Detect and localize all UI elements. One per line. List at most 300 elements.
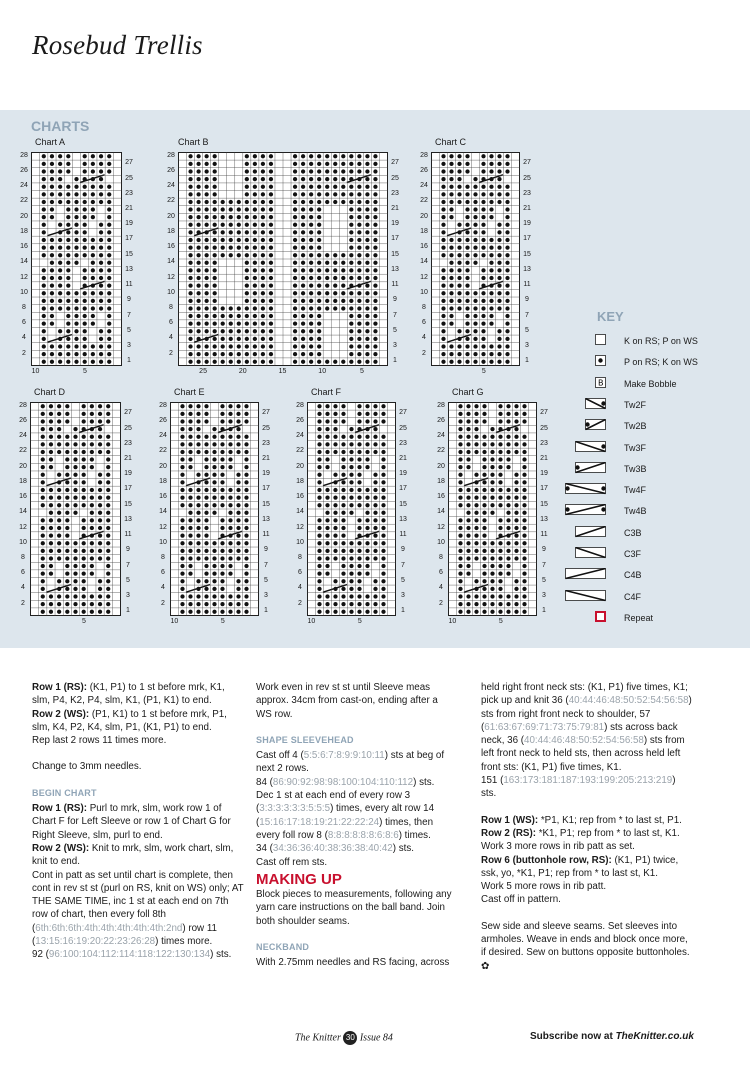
purl-stitch — [106, 473, 110, 477]
purl-stitch — [317, 412, 321, 416]
subscribe-link[interactable]: TheKnitter.co.uk — [615, 1031, 694, 1042]
column-number: 5 — [498, 618, 503, 625]
purl-stitch — [482, 450, 486, 454]
purl-stitch — [236, 533, 240, 537]
purl-stitch — [293, 177, 297, 181]
purl-stitch — [244, 602, 248, 606]
row-number: 15 — [124, 500, 132, 508]
purl-stitch — [482, 587, 486, 591]
purl-stitch — [441, 276, 445, 280]
purl-stitch — [49, 488, 53, 492]
purl-stitch — [482, 572, 486, 576]
row-number: 3 — [542, 591, 546, 599]
purl-stitch — [489, 253, 493, 257]
purl-stitch — [99, 360, 103, 364]
purl-stitch — [341, 412, 345, 416]
purl-stitch — [498, 526, 502, 530]
purl-stitch — [457, 276, 461, 280]
purl-stitch — [365, 503, 369, 507]
purl-stitch — [82, 602, 86, 606]
purl-stitch — [449, 360, 453, 364]
purl-stitch — [481, 291, 485, 295]
purl-stitch — [497, 344, 501, 348]
purl-stitch — [349, 215, 353, 219]
purl-stitch — [82, 594, 86, 598]
purl-stitch — [341, 480, 345, 484]
purl-stitch — [42, 154, 46, 158]
purl-stitch — [196, 556, 200, 560]
purl-stitch — [188, 169, 192, 173]
purl-stitch — [107, 337, 111, 341]
purl-stitch — [41, 473, 45, 477]
purl-stitch — [458, 404, 462, 408]
purl-stitch — [381, 511, 385, 515]
purl-stitch — [196, 215, 200, 219]
purl-stitch — [229, 230, 233, 234]
purl-stitch — [196, 291, 200, 295]
purl-stitch — [522, 556, 526, 560]
row-number: 28 — [437, 401, 445, 409]
purl-stitch — [65, 572, 69, 576]
purl-stitch — [180, 465, 184, 469]
purl-stitch — [357, 169, 361, 173]
purl-stitch — [457, 299, 461, 303]
purl-stitch — [441, 185, 445, 189]
purl-stitch — [309, 360, 313, 364]
purl-stitch — [349, 253, 353, 257]
purl-stitch — [57, 541, 61, 545]
purl-stitch — [49, 419, 53, 423]
purl-stitch — [505, 207, 509, 211]
purl-stitch — [325, 556, 329, 560]
key-label: Repeat — [624, 612, 654, 623]
purl-stitch — [58, 291, 62, 295]
cont-text: Cont in patt as set until chart is complete, then cont in rev st st (purl on RS, knit on WS) only; AT THE SAME TIME, inc 1 st at each end on 7th row of chart, then every foll 8th (6th:6th:6th:4th:4th:4th:4th:4th:2nd) row 11 (13:15:16:19:20:22:23:26:28) times more. — [32, 869, 244, 948]
purl-stitch — [65, 533, 69, 537]
purl-stitch — [293, 306, 297, 310]
purl-stitch — [91, 253, 95, 257]
purl-stitch — [365, 291, 369, 295]
purl-stitch — [333, 404, 337, 408]
purl-stitch — [506, 404, 510, 408]
purl-stitch — [244, 587, 248, 591]
purl-stitch — [49, 412, 53, 416]
row-number: 7 — [126, 561, 130, 569]
purl-stitch — [473, 299, 477, 303]
purl-stitch — [457, 344, 461, 348]
purl-stitch — [245, 360, 249, 364]
purl-stitch — [449, 154, 453, 158]
purl-stitch — [212, 465, 216, 469]
purl-stitch — [473, 344, 477, 348]
purl-stitch — [333, 549, 337, 553]
purl-stitch — [244, 541, 248, 545]
purl-stitch — [458, 480, 462, 484]
purl-stitch — [205, 238, 209, 242]
row-number: 9 — [542, 546, 546, 554]
purl-stitch — [481, 337, 485, 341]
row-number: 7 — [127, 311, 131, 319]
purl-stitch — [473, 322, 477, 326]
purl-stitch — [236, 427, 240, 431]
purl-stitch — [269, 360, 273, 364]
row-number: 23 — [523, 189, 531, 197]
purl-stitch — [98, 488, 102, 492]
purl-stitch — [269, 283, 273, 287]
purl-stitch — [381, 610, 385, 614]
purl-stitch — [245, 223, 249, 227]
purl-stitch — [497, 299, 501, 303]
purl-stitch — [66, 337, 70, 341]
purl-stitch — [83, 169, 87, 173]
purl-stitch — [50, 177, 54, 181]
purl-stitch — [65, 457, 69, 461]
purl-stitch — [91, 162, 95, 166]
purl-stitch — [490, 541, 494, 545]
key-item-tw2b — [565, 419, 745, 437]
purl-stitch — [381, 404, 385, 408]
purl-stitch — [98, 419, 102, 423]
purl-stitch — [357, 435, 361, 439]
purl-stitch — [293, 223, 297, 227]
purl-stitch — [253, 261, 257, 265]
row-number: 6 — [22, 319, 26, 327]
purl-stitch — [57, 412, 61, 416]
purl-stitch — [83, 185, 87, 189]
purl-stitch — [365, 572, 369, 576]
end-mark-icon: ✿ — [481, 960, 490, 972]
purl-stitch — [58, 192, 62, 196]
purl-stitch — [41, 610, 45, 614]
purl-stitch — [83, 314, 87, 318]
purl-stitch — [228, 564, 232, 568]
purl-stitch — [457, 306, 461, 310]
purl-stitch — [349, 238, 353, 242]
purl-stitch — [188, 352, 192, 356]
purl-stitch — [196, 473, 200, 477]
purl-stitch — [269, 177, 273, 181]
purl-stitch — [261, 177, 265, 181]
purl-stitch — [236, 579, 240, 583]
row-number: 2 — [22, 349, 26, 357]
purl-stitch — [373, 306, 377, 310]
purl-stitch — [245, 192, 249, 196]
purl-stitch — [309, 322, 313, 326]
text-column-3 — [481, 681, 693, 986]
purl-stitch — [204, 480, 208, 484]
purl-stitch — [229, 306, 233, 310]
purl-stitch — [50, 215, 54, 219]
purl-stitch — [474, 549, 478, 553]
purl-stitch — [253, 276, 257, 280]
purl-stitch — [373, 268, 377, 272]
purl-stitch — [245, 261, 249, 265]
purl-stitch — [244, 572, 248, 576]
purl-stitch — [98, 473, 102, 477]
row-number: 6 — [422, 319, 426, 327]
purl-stitch — [106, 594, 110, 598]
purl-stitch — [498, 457, 502, 461]
purl-stitch — [333, 556, 337, 560]
purl-stitch — [220, 549, 224, 553]
row1-text: (K1, P1) to 1 st before mrk, K1, slm, P4, K2, P4, slm, K1, (P1, K1) to end. — [32, 682, 225, 707]
purl-stitch — [188, 602, 192, 606]
purl-stitch — [57, 495, 61, 499]
purl-stitch — [465, 306, 469, 310]
key-item-tw2f — [565, 398, 745, 416]
purl-stitch — [245, 299, 249, 303]
purl-stitch — [91, 306, 95, 310]
purl-stitch — [325, 564, 329, 568]
row-number: 17 — [125, 235, 133, 243]
purl-stitch — [228, 549, 232, 553]
purl-stitch — [229, 314, 233, 318]
purl-stitch — [497, 154, 501, 158]
purl-stitch — [205, 314, 209, 318]
purl-stitch — [74, 238, 78, 242]
purl-stitch — [196, 511, 200, 515]
purl-stitch — [98, 579, 102, 583]
purl-stitch — [481, 238, 485, 242]
purl-stitch — [466, 518, 470, 522]
purl-stitch — [506, 511, 510, 515]
row-number: 15 — [262, 500, 270, 508]
purl-stitch — [309, 230, 313, 234]
purl-stitch — [65, 473, 69, 477]
purl-stitch — [349, 488, 353, 492]
purl-stitch — [466, 495, 470, 499]
purl-stitch — [505, 344, 509, 348]
purl-stitch — [466, 412, 470, 416]
purl-stitch — [465, 283, 469, 287]
purl-stitch — [333, 253, 337, 257]
purl-stitch — [74, 314, 78, 318]
purl-stitch — [66, 329, 70, 333]
purl-stitch — [449, 215, 453, 219]
purl-stitch — [83, 154, 87, 158]
purl-stitch — [99, 154, 103, 158]
row-number: 9 — [126, 546, 130, 554]
row-number: 26 — [437, 417, 445, 425]
purl-stitch — [98, 450, 102, 454]
purl-stitch — [236, 511, 240, 515]
purl-stitch — [317, 276, 321, 280]
row-number: 16 — [19, 493, 27, 501]
purl-stitch — [73, 503, 77, 507]
purl-stitch — [317, 442, 321, 446]
purl-stitch — [466, 526, 470, 530]
purl-stitch — [349, 465, 353, 469]
row-number: 11 — [124, 531, 132, 539]
purl-stitch — [98, 602, 102, 606]
purl-stitch — [373, 541, 377, 545]
purl-stitch — [41, 579, 45, 583]
purl-stitch — [237, 223, 241, 227]
purl-stitch — [301, 337, 305, 341]
purl-stitch — [498, 419, 502, 423]
purl-stitch — [229, 329, 233, 333]
purl-stitch — [220, 450, 224, 454]
row-number: 21 — [125, 205, 133, 213]
purl-stitch — [236, 495, 240, 499]
purl-stitch — [293, 207, 297, 211]
purl-stitch — [73, 427, 77, 431]
purl-stitch — [90, 549, 94, 553]
purl-stitch — [293, 314, 297, 318]
purl-stitch — [74, 215, 78, 219]
purl-stitch — [221, 253, 225, 257]
purl-stitch — [506, 503, 510, 507]
purl-stitch — [58, 245, 62, 249]
purl-stitch — [49, 427, 53, 431]
purl-stitch — [497, 169, 501, 173]
purl-stitch — [204, 526, 208, 530]
purl-stitch — [107, 245, 111, 249]
purl-stitch — [220, 594, 224, 598]
purl-stitch — [180, 541, 184, 545]
purl-stitch — [98, 511, 102, 515]
key-item-c3f — [565, 547, 745, 565]
purl-stitch — [269, 185, 273, 189]
row-number: 22 — [19, 447, 27, 455]
purl-stitch — [333, 541, 337, 545]
purl-stitch — [473, 329, 477, 333]
purl-stitch — [482, 457, 486, 461]
purl-stitch — [465, 268, 469, 272]
row-number: 3 — [126, 591, 130, 599]
purl-stitch — [58, 154, 62, 158]
row-number: 25 — [399, 424, 407, 432]
purl-stitch — [188, 207, 192, 211]
purl-stitch — [107, 223, 111, 227]
purl-stitch — [373, 337, 377, 341]
purl-stitch — [498, 564, 502, 568]
purl-stitch — [107, 344, 111, 348]
purl-stitch — [42, 238, 46, 242]
purl-stitch — [49, 404, 53, 408]
purl-stitch — [42, 360, 46, 364]
row-number: 1 — [127, 357, 131, 365]
purl-stitch — [498, 412, 502, 416]
purl-stitch — [333, 503, 337, 507]
purl-stitch — [66, 253, 70, 257]
cast-off-pattern: Cast off in pattern. — [481, 894, 561, 906]
purl-stitch — [66, 245, 70, 249]
purl-stitch — [373, 245, 377, 249]
purl-stitch — [91, 268, 95, 272]
purl-stitch — [333, 579, 337, 583]
purl-stitch — [205, 223, 209, 227]
purl-stitch — [341, 564, 345, 568]
purl-stitch — [261, 169, 265, 173]
purl-stitch — [106, 587, 110, 591]
row-number: 17 — [523, 235, 531, 243]
purl-stitch — [357, 360, 361, 364]
purl-stitch — [221, 238, 225, 242]
purl-stitch — [90, 518, 94, 522]
row-number: 24 — [159, 432, 167, 440]
purl-stitch — [489, 306, 493, 310]
purl-stitch — [457, 185, 461, 189]
purl-stitch — [301, 352, 305, 356]
purl-stitch — [66, 200, 70, 204]
purl-stitch — [42, 207, 46, 211]
purl-stitch — [221, 230, 225, 234]
purl-stitch — [196, 169, 200, 173]
purl-stitch — [317, 450, 321, 454]
purl-stitch — [66, 185, 70, 189]
purl-stitch — [253, 169, 257, 173]
purl-stitch — [188, 404, 192, 408]
purl-stitch — [309, 238, 313, 242]
purl-stitch — [188, 495, 192, 499]
purl-stitch — [253, 291, 257, 295]
purl-stitch — [196, 610, 200, 614]
footer-subscribe — [530, 1031, 694, 1042]
purl-stitch — [65, 511, 69, 515]
purl-stitch — [253, 253, 257, 257]
purl-stitch — [481, 192, 485, 196]
purl-stitch — [458, 488, 462, 492]
purl-stitch — [42, 337, 46, 341]
purl-stitch — [244, 594, 248, 598]
row-number: 4 — [439, 584, 443, 592]
purl-stitch — [221, 215, 225, 219]
row-number: 6 — [161, 569, 165, 577]
purl-stitch — [317, 215, 321, 219]
purl-stitch — [301, 169, 305, 173]
purl-stitch — [107, 162, 111, 166]
purl-stitch — [317, 495, 321, 499]
purl-stitch — [244, 579, 248, 583]
purl-stitch — [489, 192, 493, 196]
row-number: 10 — [19, 538, 27, 546]
purl-stitch — [373, 352, 377, 356]
row-number: 27 — [262, 409, 270, 417]
purl-stitch — [341, 587, 345, 591]
purl-stitch — [57, 427, 61, 431]
purl-stitch — [505, 329, 509, 333]
neckband-start: With 2.75mm needles and RS facing, across — [256, 957, 450, 969]
purl-stitch — [228, 495, 232, 499]
purl-stitch — [196, 488, 200, 492]
purl-stitch — [253, 230, 257, 234]
purl-stitch — [205, 352, 209, 356]
purl-stitch — [269, 230, 273, 234]
purl-stitch — [41, 450, 45, 454]
key-label: Tw2F — [624, 399, 647, 410]
purl-stitch — [381, 442, 385, 446]
row-number: 17 — [399, 485, 407, 493]
purl-stitch — [220, 518, 224, 522]
purl-stitch — [458, 533, 462, 537]
purl-stitch — [365, 185, 369, 189]
purl-stitch — [106, 465, 110, 469]
purl-stitch — [489, 261, 493, 265]
purl-stitch — [490, 587, 494, 591]
row-number: 11 — [125, 281, 133, 289]
purl-stitch — [441, 238, 445, 242]
purl-stitch — [65, 412, 69, 416]
purl-stitch — [244, 442, 248, 446]
purl-stitch — [373, 169, 377, 173]
purl-stitch — [465, 169, 469, 173]
purl-stitch — [205, 192, 209, 196]
purl-stitch — [481, 352, 485, 356]
purl-stitch — [301, 299, 305, 303]
purl-stitch — [490, 572, 494, 576]
purl-stitch — [245, 253, 249, 257]
